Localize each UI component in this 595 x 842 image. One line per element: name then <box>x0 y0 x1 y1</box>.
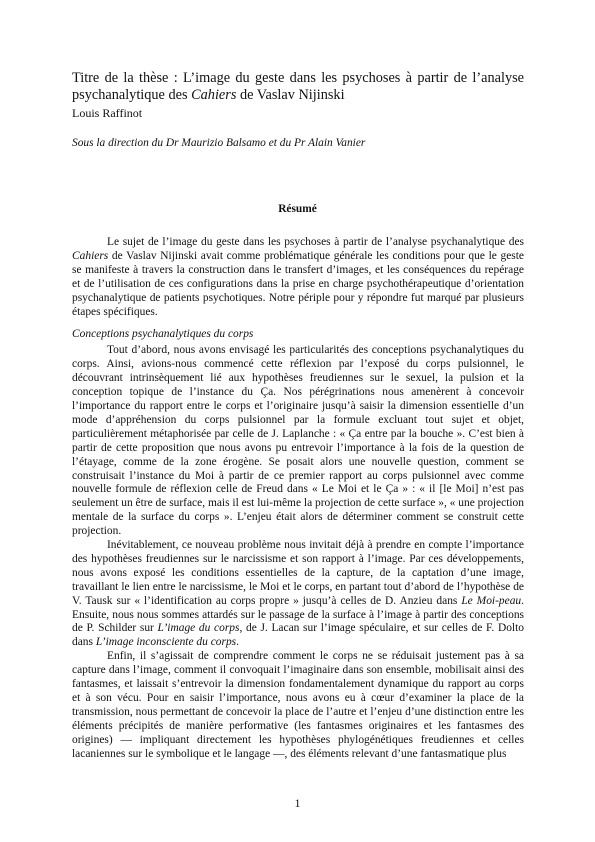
resume-heading: Résumé <box>278 203 317 215</box>
paragraph-2 <box>72 539 524 650</box>
p2-text-g: . <box>236 636 239 649</box>
author-name: Louis Raffinot <box>72 106 143 120</box>
thesis-title-prefix: Titre de la thèse : L’image du geste dans les psychoses à partir de l’analyse psychanalytique des <box>72 70 524 103</box>
p2-text-a: Inévitablement, ce nouveau problème nous invitait déjà à prendre en compte l’importance des hypothèses freudiennes sur le narcissisme et son rapport à l’image. Par ces développements, nous avons exposé les conditions essentielles de la capture, de la captation d’une image, travaillant le lien entre le narcissisme, le Moi et le corps, en partant tout d’abord de l’hypothèse de V. Tausk sur « l’identification au corps propre » jusqu’à celles de D. Anzieu dans <box>72 539 524 607</box>
page-number: 1 <box>294 796 301 810</box>
intro-text-italic: Cahiers <box>72 249 109 262</box>
section-heading: Conceptions psychanalytiques du corps <box>72 328 254 341</box>
thesis-title-italic: Cahiers <box>191 87 237 103</box>
thesis-direction: Sous la direction du Dr Maurizio Balsamo et du Pr Alain Vanier <box>72 137 366 149</box>
p2-italic-image-du-corps: L’image du corps <box>157 622 240 635</box>
paragraph-1: Tout d’abord, nous avons envisagé les particularités des conceptions psychanalytiques du corps. Ainsi, avions-nous commencé cette réflexion par l’exposé du corps pulsionnel, le découvrant intrinsèquement lié aux hypothèses freudiennes sur le sexuel, la pulsion et la conception topique de l’instance du Ça. Nos pérégrinations nous amenèrent à concevoir l’importance du rapport entre le corps et l’originaire jusqu’à saisir la dimension essentielle d’un mode d’appréhension du corps pulsionnel par la formule excluant tout sujet et objet, particulièrement métaphorisée par celle de J. Laplanche : « Ça entre par la bouche ». C’est bien à partir de cette proposition que nous avons pu entrevoir l’importance à la fois de la question de l’étayage, comme de la zone érogène. Se posait alors une nouvelle question, comment se construisait l’instance du Moi à partir de ce premier rapport au corps pulsionnel avec comme nouvelle formule de réflexion celle de Freud dans « Le Moi et le Ça » : « il [le Moi] n’est pas seulement un être de surface, mais il est lui-même la projection de cette surface », « une projection mentale de la surface du corps ». L’enjeu était alors de déterminer comment se construit cette projection. <box>72 344 524 538</box>
intro-text-a: Le sujet de l’image du geste dans les psychoses à partir de l’analyse psychanalytique des <box>107 236 524 248</box>
intro-text-c: de Vaslav Nijinski avait comme problématique générale les conditions pour que le geste se manifeste à travers la construction dans le transfert d’images, et les conséquences du repérage et de l’utilisation de ces configurations dans la prise en charge psychothérapeutique d’orientation psychanalytique de patients psychotiques. Notre périple pour y répondre fut marqué par plusieurs étapes spécifiques. <box>72 249 524 318</box>
paragraph-3: Enfin, il s’agissait de comprendre comment le corps ne se réduisait justement pas à sa capture dans l’image, comment il convoquait l’imaginaire dans son ensemble, mobilisait ainsi des fantasmes, et laissait s’entrevoir la dimension fondamentalement dynamique du rapport au corps et à son vécu. Pour en saisir l’importance, nous avons eu à cœur d’examiner la place de la transmission, nous permettant de concevoir la place de l’autre et l’enjeu d’une distinction entre les éléments précipités de manière performative (les fantasmes originaires et les fantasmes des origines) — impliquant directement les hypothèses phylogénétiques freudiennes et celles lacaniennes sur le symbolique et le langage —, des éléments relevant d’une fantasmatique plus <box>72 650 524 760</box>
p2-italic-moi-peau: Le Moi-peau <box>461 594 522 607</box>
thesis-title-suffix: de Vaslav Nijinski <box>236 87 345 103</box>
resume-body <box>72 236 524 762</box>
p2-text-c: . Ensuite, nous nous sommes attardés sur le passage de la surface à l’image à partir des conceptions de P. Schilder sur <box>72 594 525 635</box>
intro-paragraph <box>72 236 524 319</box>
thesis-title <box>72 70 524 104</box>
p2-text-e: , de J. Lacan sur l’image spéculaire, et sur celles de F. Dolto dans <box>72 622 524 649</box>
p2-italic-image-inconsciente: L’image inconsciente du corps <box>95 636 237 649</box>
